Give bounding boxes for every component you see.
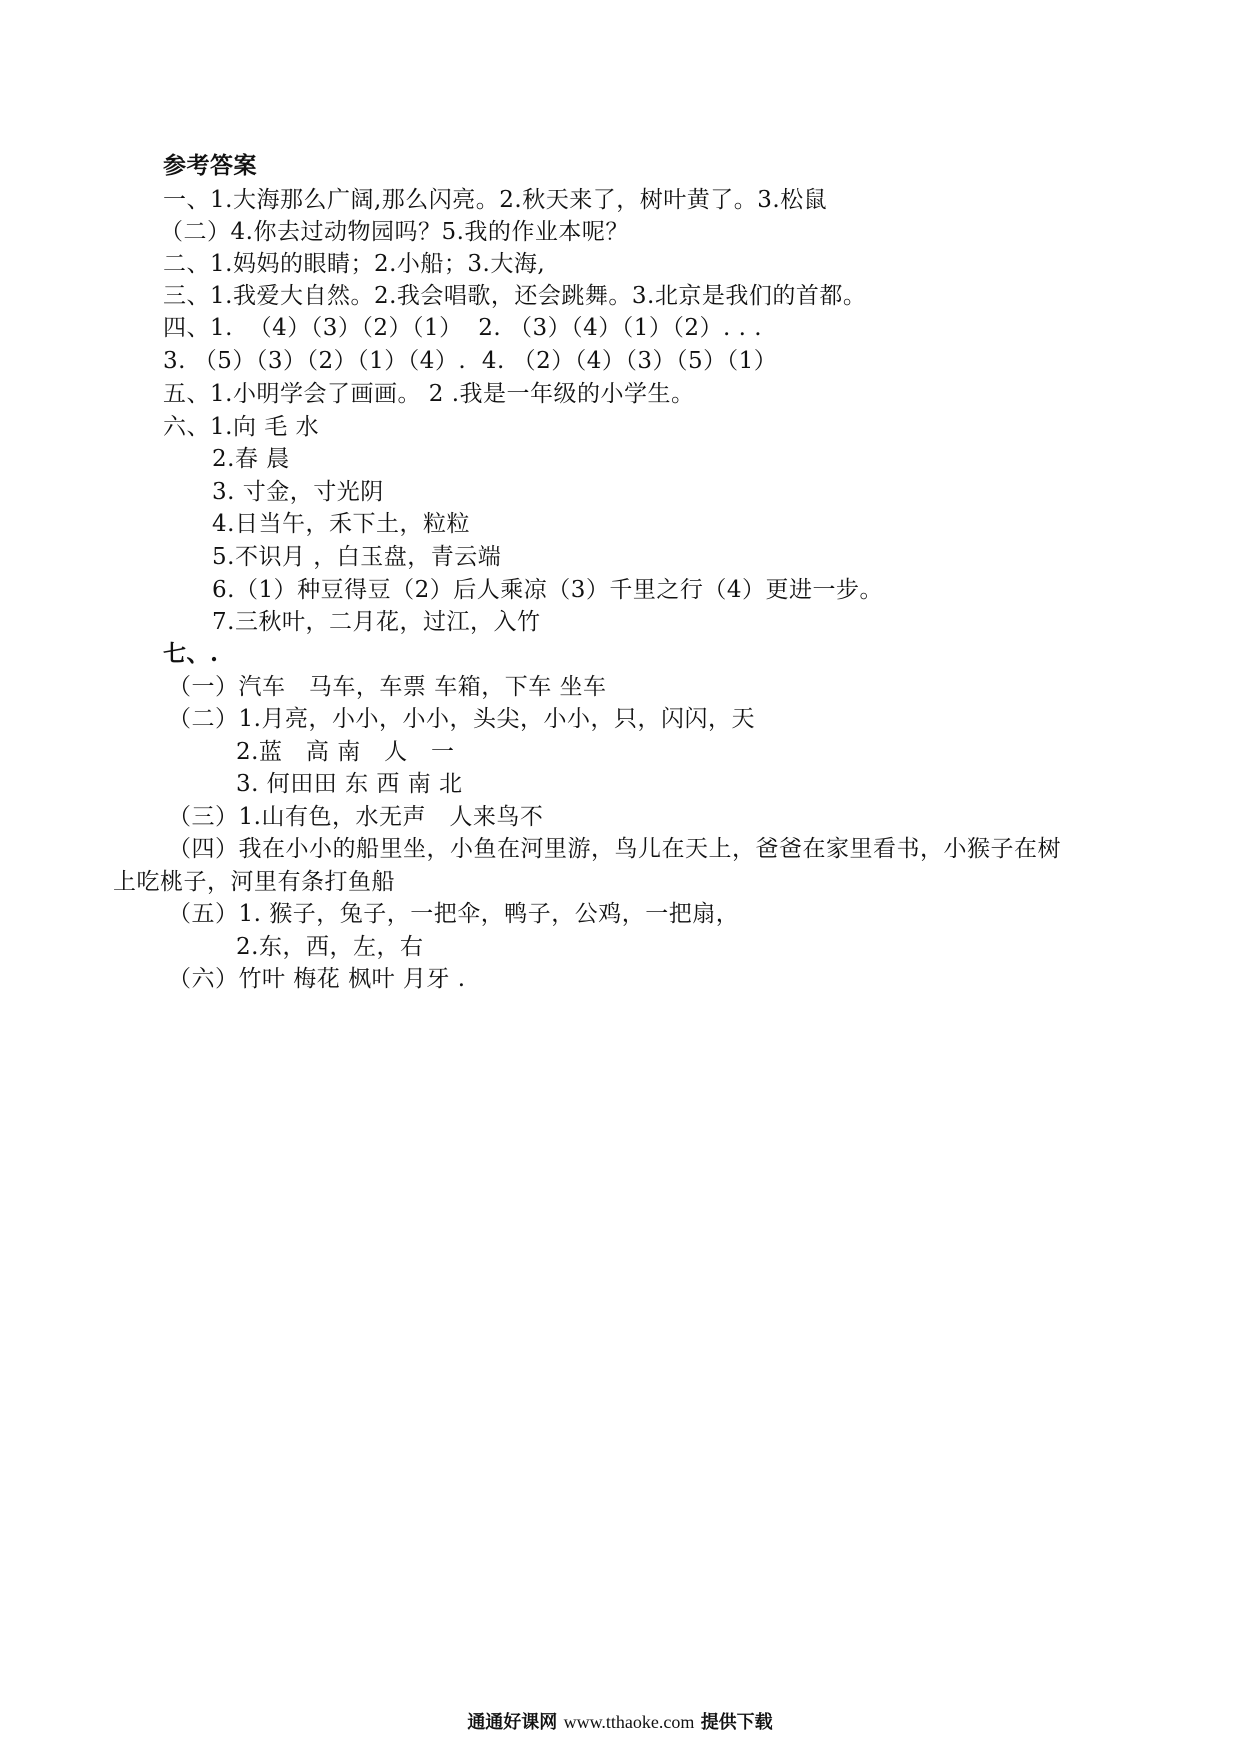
answer-line-7: 五、1.小明学会了画画。 2 .我是一年级的小学生。 [163,381,695,407]
page-footer [0,1708,1240,1734]
answer-line-12: 5.不识月 ，白玉盘，青云端 [212,544,502,570]
answer-line-4: 三、1.我爱大自然。2.我会唱歌，还会跳舞。3.北京是我们的首都。 [163,283,867,309]
answer-line-24: 2.东，西，左，右 [236,934,424,960]
answer-line-3: 二、1.妈妈的眼睛；2.小船；3.大海, [163,251,546,277]
answer-line-19: 3. 何田田 东 西 南 北 [236,771,463,797]
answer-line-11: 4.日当午，禾下土，粒粒 [212,511,470,537]
footer-site-name: 通通好课网 [467,1712,558,1733]
answer-line-18: 2.蓝 高 南 人 一 [236,739,455,765]
answer-line-21: （四）我在小小的船里坐，小鱼在河里游，鸟儿在天上，爸爸在家里看书，小猴子在树 [168,836,1061,862]
answer-line-10: 3. 寸金，寸光阴 [212,479,384,505]
answer-line-15: 七、. [163,640,219,667]
answer-line-25: （六）竹叶 梅花 枫叶 月牙 . [168,966,466,992]
answer-line-1: 一、1.大海那么广阔,那么闪亮。2.秋天来了，树叶黄了。3.松鼠 [163,187,828,213]
answer-line-5: 四、1. （4）（3）（2）（1） 2. （3）（4）（1）（2）. . . [163,315,763,341]
answer-line-16: （一）汽车 马车，车票 车箱，下车 坐车 [168,674,607,700]
answer-line-23: （五）1. 猴子，兔子，一把伞，鸭子，公鸡，一把扇， [168,901,740,927]
footer-url: www.tthaoke.com [563,1712,695,1732]
answer-line-20: （三）1.山有色，水无声 人来鸟不 [168,804,544,830]
answer-line-2: （二）4.你去过动物园吗？5.我的作业本呢？ [160,219,629,245]
answer-line-22: 上吃桃子，河里有条打鱼船 [113,869,395,895]
answer-line-17: （二）1.月亮，小小，小小，头尖，小小，只，闪闪，天 [168,706,755,732]
answer-line-9: 2.春 晨 [212,446,290,472]
answer-line-8: 六、1.向 毛 水 [163,414,320,440]
footer-suffix: 提供下载 [700,1712,773,1733]
answer-line-6: 3. （5）（3）（2）（1）（4）. 4. （2）（4）（3）（5）（1） [163,348,778,374]
answer-title: 参考答案 [163,152,257,179]
answer-line-13: 6.（1）种豆得豆（2）后人乘凉（3）千里之行（4）更进一步。 [212,577,883,603]
answer-line-14: 7.三秋叶，二月花，过江，入竹 [212,609,541,635]
